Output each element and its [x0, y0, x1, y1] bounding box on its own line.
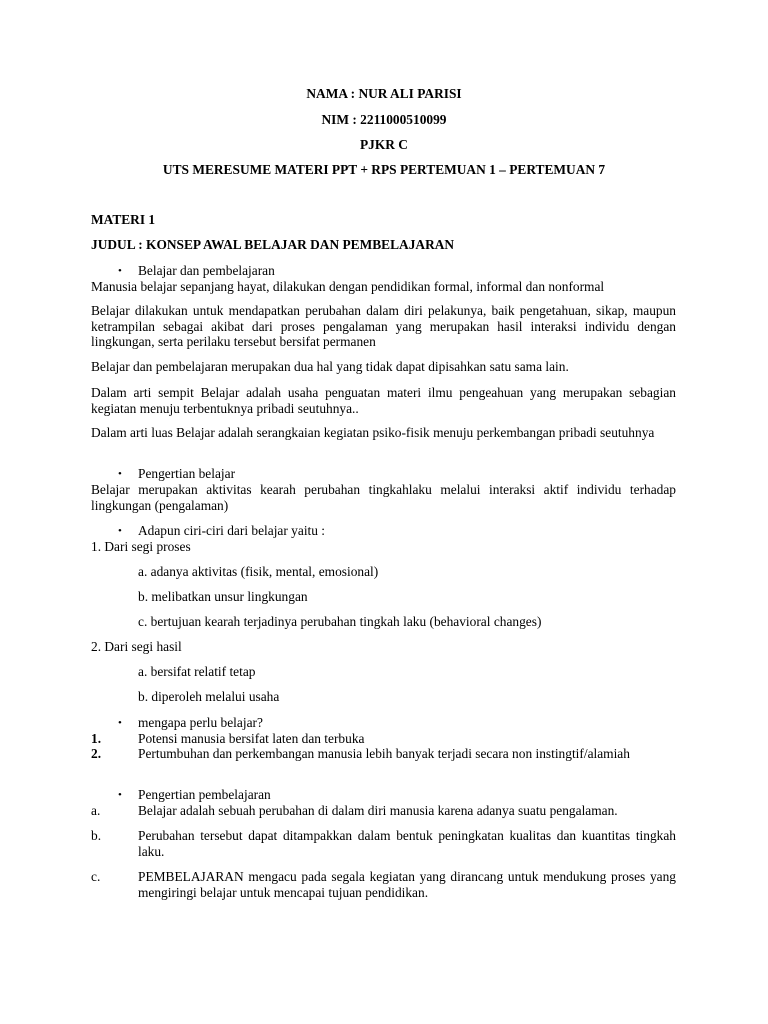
paragraph-arti-luas: Dalam arti luas Belajar adalah serangkaian kegiatan psiko-fisik menuju perkembangan pribadi seutuhnya	[91, 425, 655, 440]
list-item-usaha: b. diperoleh melalui usaha	[138, 689, 280, 704]
list-letter: c.	[91, 869, 101, 884]
list-item-segi-proses: 1. Dari segi proses	[91, 539, 191, 554]
bullet-icon: •	[118, 789, 122, 801]
paragraph-sepanjang-hayat: Manusia belajar sepanjang hayat, dilakukan dengan pendidikan formal, informal dan nonformal	[91, 279, 605, 294]
list-item-aktivitas: a. adanya aktivitas (fisik, mental, emosional)	[138, 564, 379, 579]
list-number: 1.	[91, 731, 102, 746]
materi-title: JUDUL : KONSEP AWAL BELAJAR DAN PEMBELAJARAN	[91, 237, 455, 252]
list-letter: a.	[91, 803, 101, 818]
bullet-icon: •	[118, 468, 122, 480]
bullet-pengertian-pembelajaran: Pengertian pembelajaran	[138, 787, 271, 802]
paragraph-aktivitas: Belajar merupakan aktivitas kearah perubahan tingkahlaku melalui interaksi aktif individu terhadap lingkungan (pengalaman)	[91, 482, 676, 513]
bullet-ciri-ciri: Adapun ciri-ciri dari belajar yaitu :	[138, 523, 326, 538]
list-item-pertumbuhan: Pertumbuhan dan perkembangan manusia lebih banyak terjadi secara non instingtif/alamiah	[138, 746, 630, 761]
bullet-icon: •	[118, 525, 122, 537]
student-nim: NIM : 2211000510099	[321, 112, 447, 127]
bullet-icon: •	[118, 717, 122, 729]
paragraph-arti-sempit: Dalam arti sempit Belajar adalah usaha penguatan materi ilmu pengeahuan yang merupakan sebagian kegiatan menuju terbentuknya pribadi seutuhnya..	[91, 385, 676, 416]
list-letter: b.	[91, 828, 102, 843]
list-number: 2.	[91, 746, 102, 761]
bullet-icon: •	[118, 265, 122, 277]
list-item-pembelajaran: PEMBELAJARAN mengacu pada segala kegiatan yang dirancang untuk mendukung proses yang mengiringi belajar untuk mencapai tujuan pendidikan.	[138, 869, 676, 900]
list-item-perubahan-diri: Belajar adalah sebuah perubahan di dalam diri manusia karena adanya suatu pengalaman.	[138, 803, 618, 818]
bullet-mengapa-belajar: mengapa perlu belajar?	[138, 715, 263, 730]
list-item-potensi: Potensi manusia bersifat laten dan terbuka	[138, 731, 365, 746]
paragraph-dua-hal: Belajar dan pembelajaran merupakan dua hal yang tidak dapat dipisahkan satu sama lain.	[91, 359, 569, 374]
list-item-lingkungan: b. melibatkan unsur lingkungan	[138, 589, 308, 604]
list-item-kualitas-kuantitas: Perubahan tersebut dapat ditampakkan dalam bentuk peningkatan kualitas dan kuantitas tingkah laku.	[138, 828, 676, 859]
bullet-belajar-dan-pembelajaran: Belajar dan pembelajaran	[138, 263, 275, 278]
list-item-segi-hasil: 2. Dari segi hasil	[91, 639, 182, 654]
student-class: PJKR C	[360, 137, 408, 152]
paragraph-tujuan-belajar: Belajar dilakukan untuk mendapatkan perubahan dalam diri pelakunya, baik pengetahuan, sikap, maupun ketrampilan sebagai akibat dari proses pengalaman yang merupakan hasil interaksi individu dengan lingkungan, serta perilaku tersebut bersifat permanen	[91, 303, 676, 349]
assignment-title: UTS MERESUME MATERI PPT + RPS PERTEMUAN 1 – PERTEMUAN 7	[162, 162, 606, 177]
list-item-relatif-tetap: a. bersifat relatif tetap	[138, 664, 256, 679]
list-item-perubahan: c. bertujuan kearah terjadinya perubahan tingkah laku (behavioral changes)	[138, 614, 542, 629]
bullet-pengertian-belajar: Pengertian belajar	[138, 466, 236, 481]
materi-heading: MATERI 1	[91, 212, 156, 227]
student-name: NAMA : NUR ALI PARISI	[306, 86, 462, 101]
